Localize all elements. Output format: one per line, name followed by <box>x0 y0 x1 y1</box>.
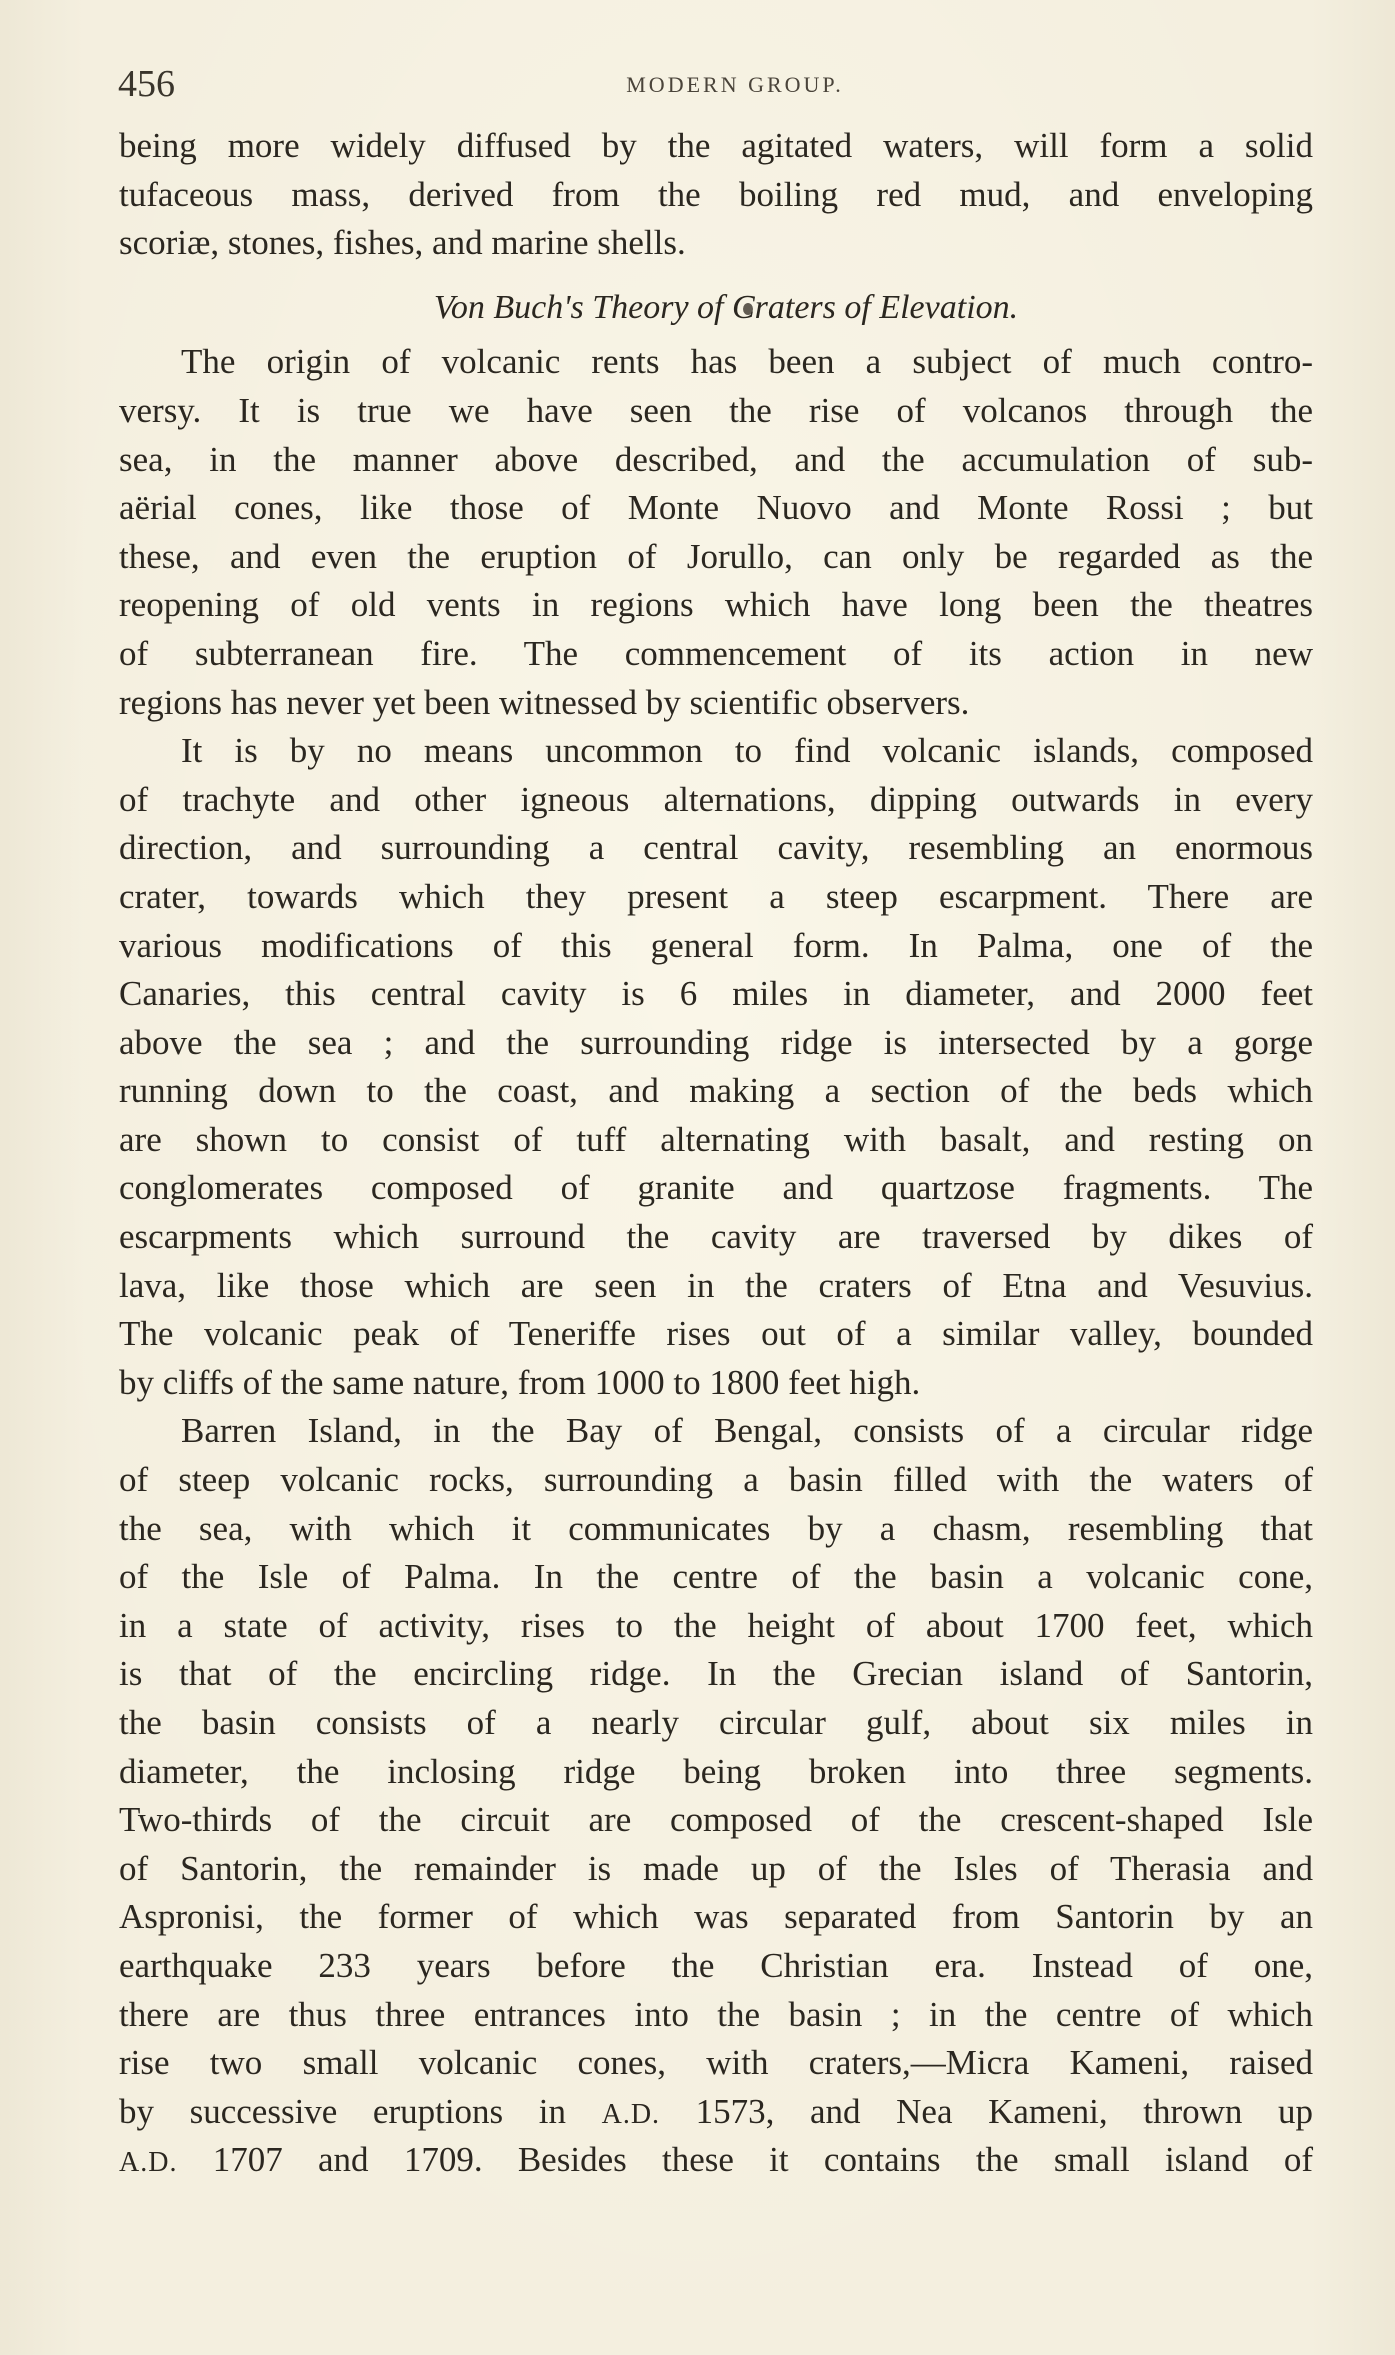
text-line: versy. It is true we have seen the rise of volcanos through the <box>119 390 1313 430</box>
text-line: reopening of old vents in regions which have long been the theatres <box>119 585 1313 625</box>
text-line: The origin of volcanic rents has been a subject of much contro- <box>181 342 1313 382</box>
text-line: of trachyte and other igneous alternations, dipping outwards in every <box>119 779 1313 819</box>
text-line <box>119 2136 1313 2185</box>
text-line: It is by no means uncommon to find volcanic islands, composed <box>181 731 1313 771</box>
line-text: 1573, and Nea Kameni, thrown up <box>660 2091 1313 2131</box>
text-line: by cliffs of the same nature, from 1000 to 1800 feet high. <box>119 1362 921 1402</box>
text-line: the basin consists of a nearly circular gulf, about six miles in <box>119 1703 1313 1742</box>
text-line: above the sea ; and the surrounding ridge is intersected by a gorge <box>119 1022 1313 1062</box>
text-line: in a state of activity, rises to the height of about 1700 feet, which <box>119 1605 1313 1645</box>
text-line: these, and even the eruption of Jorullo, can only be regarded as the <box>119 536 1313 576</box>
text-line: Aspronisi, the former of which was separated from Santorin by an <box>119 1897 1313 1937</box>
text-line: conglomerates composed of granite and quartzose fragments. The <box>119 1168 1313 1208</box>
era-abbreviation: A.D. <box>119 2147 178 2179</box>
text-line: of Santorin, the remainder is made up of the Isles of Therasia and <box>119 1848 1313 1888</box>
text-line: diameter, the inclosing ridge being broken into three segments. <box>119 1751 1313 1791</box>
text-line: rise two small volcanic cones, with craters,—Micra Kameni, raised <box>119 2043 1313 2083</box>
text-line: escarpments which surround the cavity are traversed by dikes of <box>119 1217 1313 1257</box>
paragraph <box>119 338 1313 727</box>
continuation-paragraph <box>119 122 1313 268</box>
running-head <box>118 60 1312 108</box>
text-line: lava, like those which are seen in the craters of Etna and Vesuvius. <box>119 1265 1313 1305</box>
text-line: direction, and surrounding a central cavity, resembling an enormous <box>119 828 1313 868</box>
text-line: scoriæ, stones, fishes, and marine shells. <box>119 223 686 263</box>
era-abbreviation: A.D. <box>601 2098 661 2130</box>
text-line: there are thus three entrances into the basin ; in the centre of which <box>119 1994 1313 2034</box>
text-line: running down to the coast, and making a section of the beds which <box>119 1071 1313 1111</box>
text-line: of steep volcanic rocks, surrounding a basin filled with the waters of <box>119 1460 1313 1500</box>
section-heading: Von Buch's Theory of Craters of Elevation. <box>433 288 1019 326</box>
text-line: aërial cones, like those of Monte Nuovo and Monte Rossi ; but <box>119 488 1313 528</box>
text-line: of subterranean fire. The commencement of its action in new <box>119 633 1313 673</box>
text-line: earthquake 233 years before the Christian era. Instead of one, <box>119 1945 1313 1985</box>
page-number: 456 <box>118 63 175 105</box>
text-line: is that of the encircling ridge. In the Grecian island of Santorin, <box>119 1654 1313 1694</box>
text-line: crater, towards which they present a steep escarpment. There are <box>119 876 1313 916</box>
text-line: regions has never yet been witnessed by scientific observers. <box>119 682 970 722</box>
text-line: Barren Island, in the Bay of Bengal, consists of a circular ridge <box>181 1411 1313 1451</box>
text-line: Canaries, this central cavity is 6 miles in diameter, and 2000 feet <box>119 974 1313 1014</box>
line-text: 1707 and 1709. Besides these it contains the small island of <box>177 2140 1313 2180</box>
text-line: Two-thirds of the circuit are composed of the crescent-shaped Isle <box>119 1800 1313 1840</box>
paragraph <box>119 1407 1313 2185</box>
body-text <box>119 122 1313 2185</box>
text-line: being more widely diffused by the agitated waters, will form a solid <box>119 126 1313 165</box>
text-line <box>119 2088 1313 2137</box>
text-line: are shown to consist of tuff alternating with basalt, and resting on <box>119 1119 1313 1159</box>
text-line: of the Isle of Palma. In the centre of the basin a volcanic cone, <box>119 1557 1313 1597</box>
line-text: by successive eruptions in <box>119 2091 602 2131</box>
paragraph <box>119 727 1313 1407</box>
running-title: MODERN GROUP. <box>626 72 844 97</box>
text-line: tufaceous mass, derived from the boiling red mud, and enveloping <box>119 174 1313 214</box>
text-line: The volcanic peak of Teneriffe rises out of a similar valley, bounded <box>119 1314 1313 1354</box>
text-line: various modifications of this general form. In Palma, one of the <box>119 925 1313 965</box>
text-line: the sea, with which it communicates by a chasm, resembling that <box>119 1508 1313 1548</box>
text-line: sea, in the manner above described, and the accumulation of sub- <box>119 439 1313 479</box>
